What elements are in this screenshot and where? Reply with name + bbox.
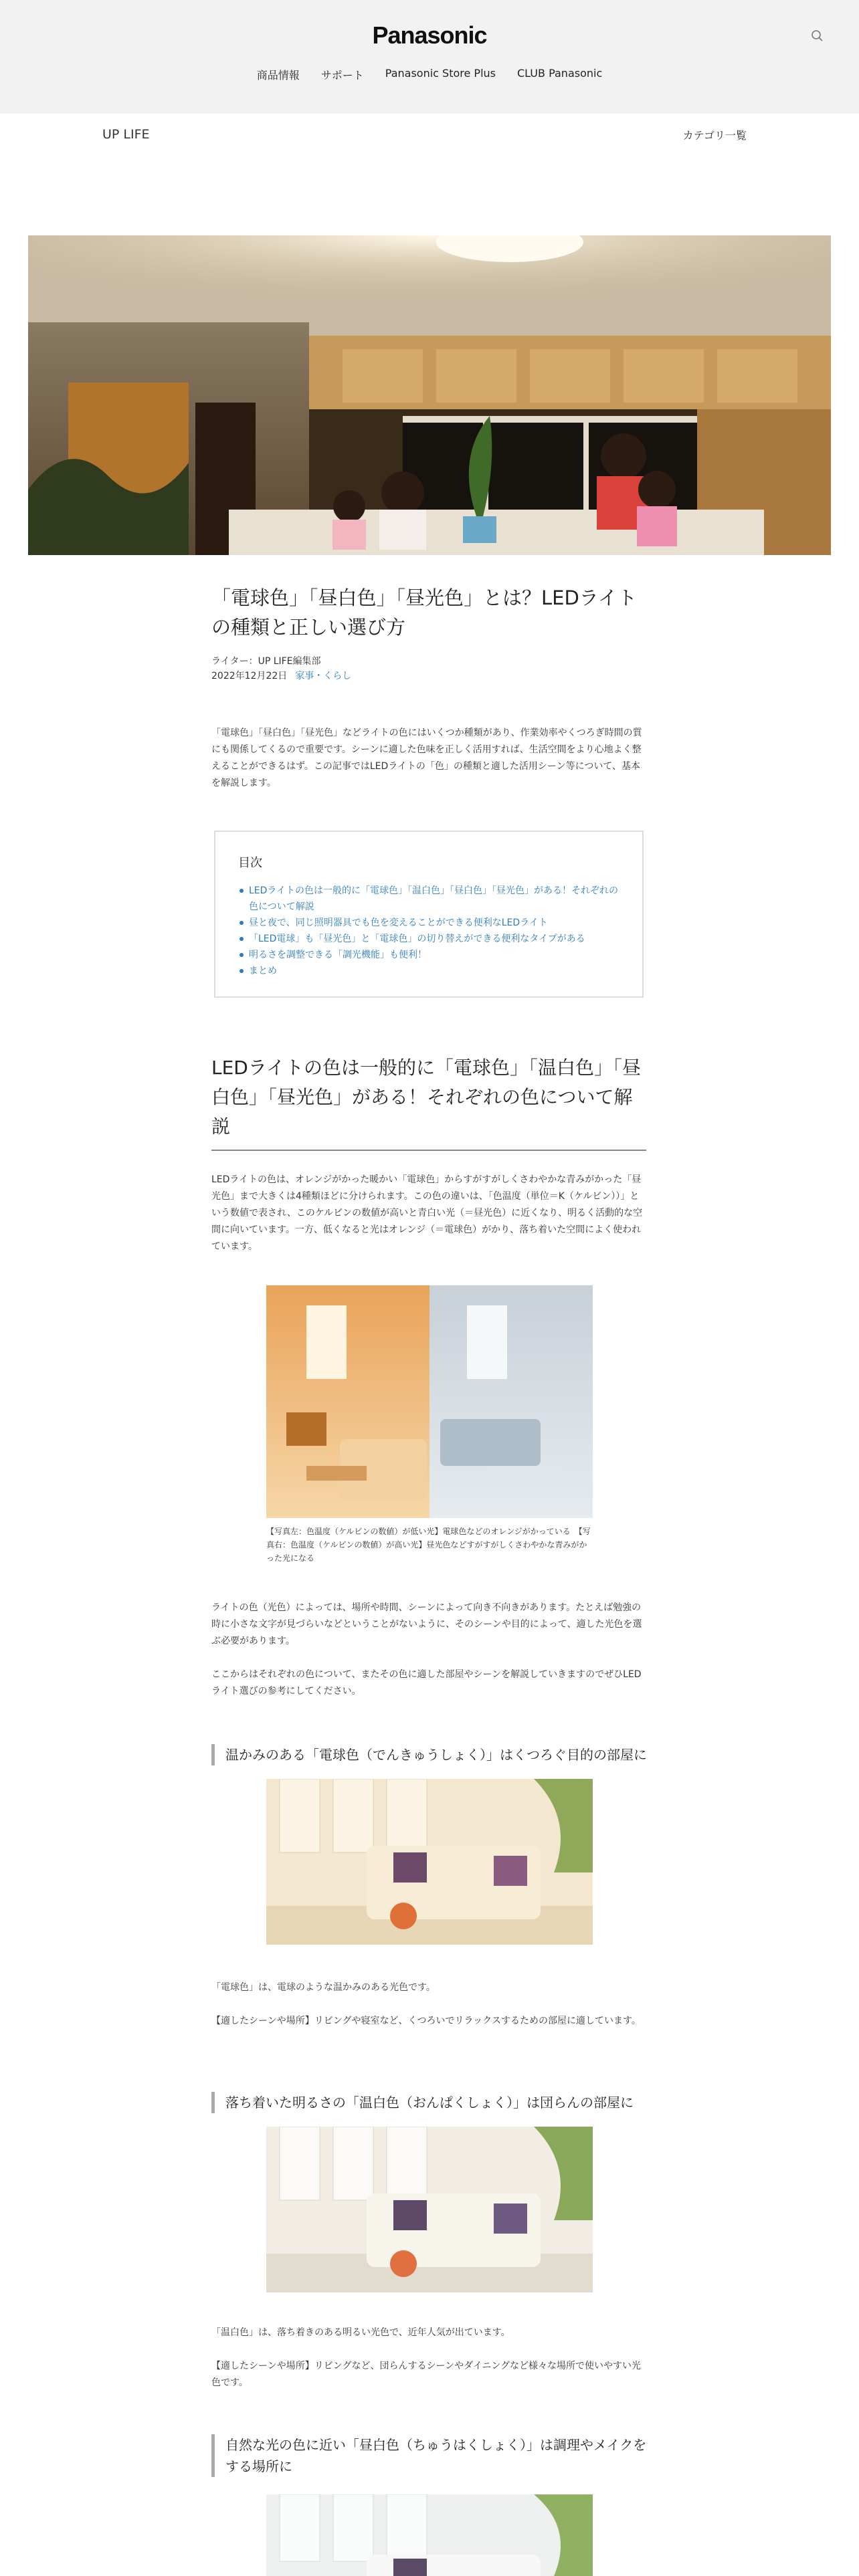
hero-image [28,235,831,555]
section-paragraph: 【適したシーンや場所】リビングなど、団らんするシーンやダイニングなど様々な場所で使いやすい光色です。 [211,2361,642,2388]
subsection-heading: 落ち着いた明るさの「温白色（おんぱくしょく）」は団らんの部屋に [211,2092,653,2113]
nav-club-panasonic[interactable]: CLUB Panasonic [517,67,603,80]
article-intro: 「電球色」「昼白色」「昼光色」などライトの色にはいくつか種類があり、作業効率やくつろぎ時間の質にも関係してくるので重要です。シーンに適した色味を正しく活用すれば、生活空間をより心地よく整えることができるはず。この記事ではLEDライトの「色」の種類と適した活用シーン等について、基本を解説します。 [211,728,642,788]
toc-title: 目次 [238,856,262,870]
sub-nav [0,114,859,155]
panasonic-logo[interactable]: Panasonic [372,21,487,49]
section-paragraph: 「電球色」は、電球のような温かみのある光色です。 [211,1982,436,1993]
article-category-link[interactable]: 家事・くらし [295,671,352,681]
site-header [0,0,859,114]
toc-item[interactable]: LEDライトの色は一般的に「電球色」「温白色」「昼白色」「昼光色」がある！それぞれの色について解説 [238,883,619,915]
uplife-brand-link[interactable]: UP LIFE [102,127,150,142]
nav-support[interactable]: サポート [320,69,364,82]
section-heading: LEDライトの色は一般的に「電球色」「温白色」「昼白色」「昼光色」がある！それぞれの色について解説 [211,1053,646,1151]
toc-list [238,883,619,979]
toc-item[interactable]: 明るさを調整できる「調光機能」も便利！ [238,947,619,963]
article-title: 「電球色」「昼白色」「昼光色」とは？LEDライトの種類と正しい選び方 [211,586,637,639]
category-list-link[interactable]: カテゴリ一覧 [682,129,747,142]
color-comparison-photo [266,1285,593,1518]
article-date: 2022年12月22日 [211,671,288,681]
section-paragraph: 「温白色」は、落ち着きのある明るい光色で、近年人気が出ています。 [211,2327,510,2338]
toc-item[interactable]: まとめ [238,963,619,979]
article-writer: ライター：UP LIFE編集部 [211,656,321,667]
global-nav [0,67,859,82]
section-paragraph: 【適したシーンや場所】リビングや寝室など、くつろいでリラックスするための部屋に適しています。 [211,2016,641,2026]
table-of-contents [214,831,644,998]
section-paragraph: LEDライトの色は、オレンジがかった暖かい「電球色」からすがすがしくさわやかな青みがかった「昼光色」まで大きくは4種類ほどに分けられます。この色の違いは、「色温度（単位＝K（ケルビン））」という数値で表され、このケルビンの数値が高いと青白い光（＝昼光色）に近くなり、明るく活動的な空間に向いています。一方、低くなると光はオレンジ（＝電球色）がかり、落ち着いた空間によく使われています。 [211,1174,643,1252]
subsection-heading: 自然な光の色に近い「昼白色（ちゅうはくしょく）」は調理やメイクをする場所に [211,2434,653,2477]
warm-white-sofa-photo [266,2127,593,2292]
search-icon[interactable] [808,27,827,45]
section-paragraph: ライトの色（光色）によっては、場所や時間、シーンによって向き不向きがあります。たとえば勉強の時に小さな文字が見づらいなどということがないように、そのシーンや目的によって、適した光色を選ぶ必要があります。 [211,1602,642,1646]
toc-item[interactable]: 「LED電球」も「昼光色」と「電球色」の切り替えができる便利なタイプがある [238,931,619,947]
subsection-heading: 温かみのある「電球色（でんきゅうしょく）」はくつろぐ目的の部屋に [211,1744,653,1765]
article-date-row [211,669,646,683]
warm-light-sofa-photo [266,1779,593,1945]
photo-caption: 【写真左：色温度（ケルビンの数値）が低い光】電球色などのオレンジがかっている 【写真右：色温度（ケルビンの数値）が高い光】昼光色などすがすがしくさわやかな青みがかった光になる [266,1527,591,1563]
section-paragraph: ここからはそれぞれの色について、またその色に適した部屋やシーンを解説していきますのでぜひLEDライト選びの参考にしてください。 [211,1669,642,1697]
article-meta [211,654,646,683]
nav-store-plus[interactable]: Panasonic Store Plus [385,67,496,80]
nav-products[interactable]: 商品情報 [256,69,300,82]
toc-item[interactable]: 昼と夜で、同じ照明器具でも色を変えることができる便利なLEDライト [238,915,619,931]
daylight-white-sofa-photo [266,2494,593,2576]
